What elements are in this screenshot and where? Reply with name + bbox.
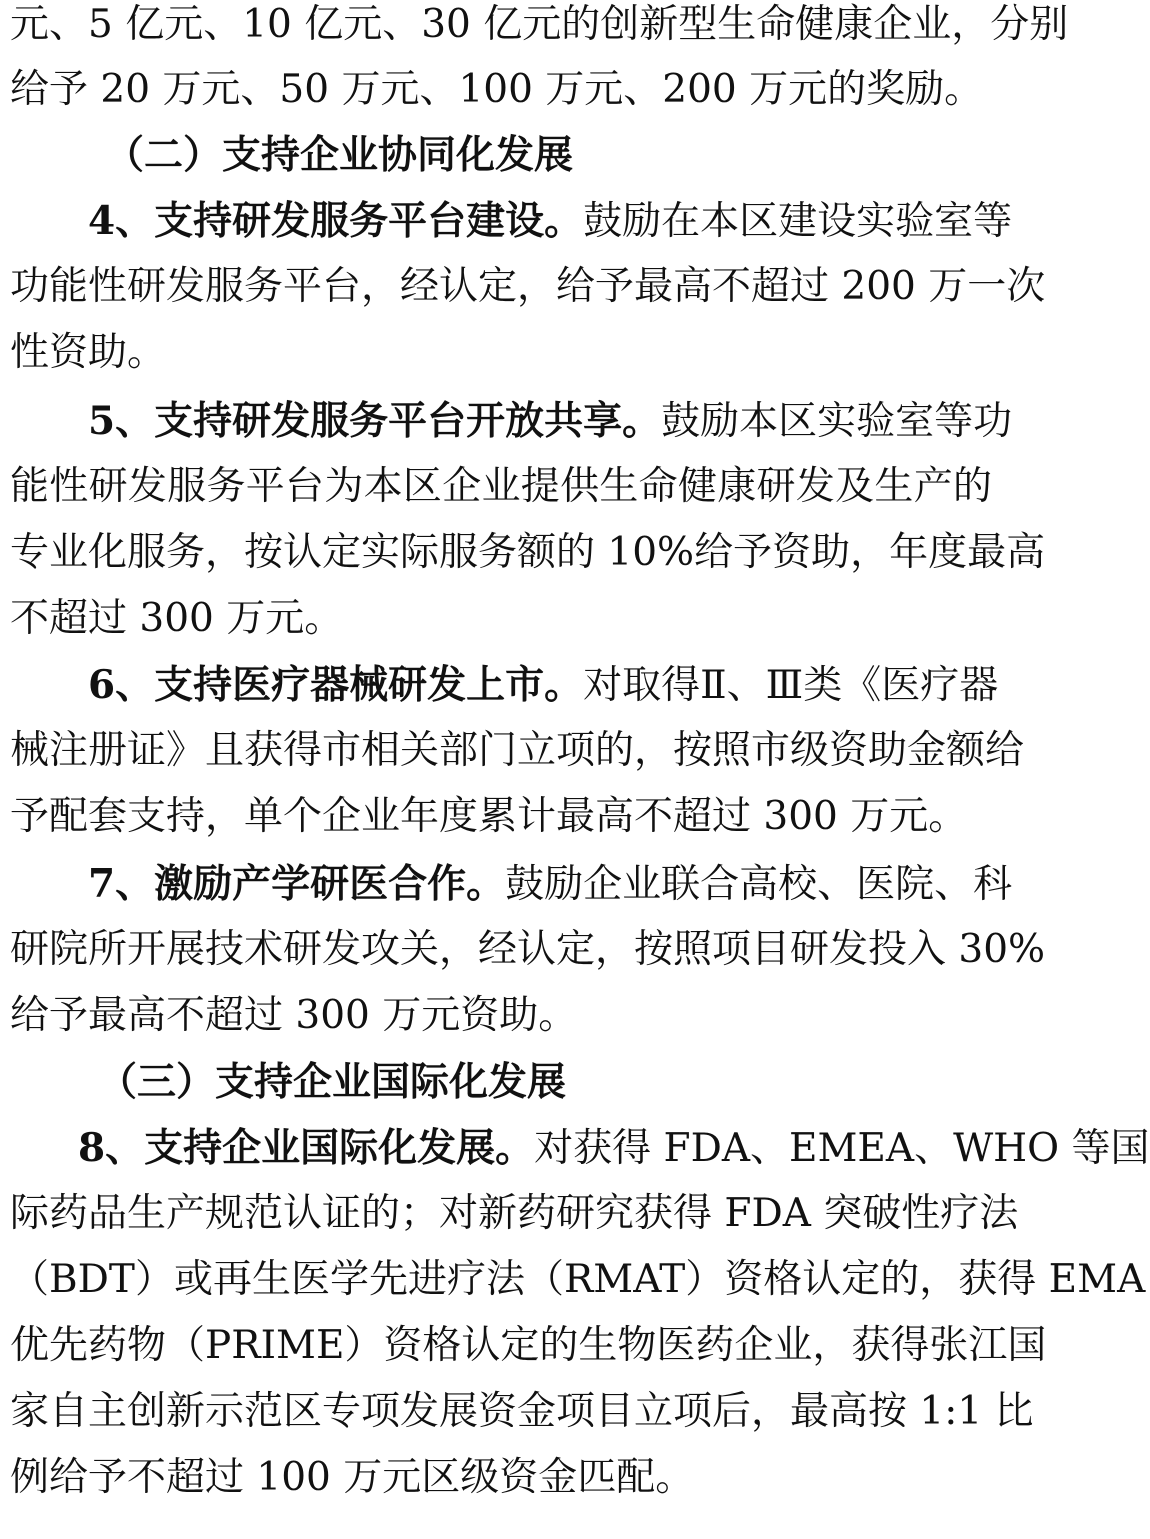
paragraph-text: 鼓励企业联合高校、医院、科 [505, 862, 1013, 907]
paragraph-line: 予配套支持，单个企业年度累计最高不超过 300 万元。 [10, 794, 968, 839]
paragraph-line: 能性研发服务平台为本区企业提供生命健康研发及生产的 [10, 464, 992, 509]
paragraph-line: 例给予不超过 100 万元区级资金匹配。 [10, 1455, 695, 1500]
section-heading-3: （三）支持企业国际化发展 [98, 1059, 567, 1105]
paragraph-text: 对获得 FDA、EMEA、WHO 等国 [534, 1126, 1150, 1171]
paragraph-lead: 5、支持研发服务平台开放共享。 [88, 398, 662, 444]
paragraph-lead: 8、支持企业国际化发展。 [78, 1125, 535, 1171]
paragraph-line: 功能性研发服务平台，经认定，给予最高不超过 200 万一次 [10, 264, 1046, 309]
paragraph-line: 专业化服务，按认定实际服务额的 10%给予资助，年度最高 [10, 530, 1046, 575]
paragraph-line: 不超过 300 万元。 [10, 596, 344, 641]
paragraph-line: （BDT）或再生医学先进疗法（RMAT）资格认定的，获得 EMA [10, 1257, 1146, 1302]
paragraph-line: 际药品生产规范认证的；对新药研究获得 FDA 突破性疗法 [10, 1191, 1019, 1236]
paragraph-line: 研院所开展技术研发攻关，经认定，按照项目研发投入 30% [10, 927, 1046, 972]
paragraph-lead: 6、支持医疗器械研发上市。 [88, 662, 584, 708]
section-heading-2: （二）支持企业协同化发展 [105, 132, 574, 178]
paragraph-line: 性资助。 [10, 330, 167, 375]
paragraph-first-line [0, 851, 1013, 917]
paragraph-text: 鼓励在本区建设实验室等 [583, 199, 1013, 244]
paragraph-line: 械注册证》且获得市相关部门立项的，按照市级资助金额给 [10, 728, 1025, 773]
paragraph-first-line [0, 188, 1013, 254]
paragraph-text: 对取得Ⅱ、Ⅲ类《医疗器 [583, 663, 999, 708]
paragraph-first-line [0, 1115, 1150, 1181]
paragraph-line: 元、5 亿元、10 亿元、30 亿元的创新型生命健康企业，分别 [10, 2, 1069, 47]
paragraph-first-line [0, 652, 1000, 718]
paragraph-line: 给予最高不超过 300 万元资助。 [10, 993, 578, 1038]
paragraph-lead: 4、支持研发服务平台建设。 [88, 198, 584, 244]
paragraph-text: 鼓励本区实验室等功 [661, 399, 1013, 444]
paragraph-first-line [0, 388, 1013, 454]
paragraph-line: 家自主创新示范区专项发展资金项目立项后，最高按 1:1 比 [10, 1389, 1034, 1434]
paragraph-lead: 7、激励产学研医合作。 [88, 861, 506, 907]
paragraph-line: 优先药物（PRIME）资格认定的生物医药企业，获得张江国 [10, 1323, 1047, 1368]
paragraph-line: 给予 20 万元、50 万元、100 万元、200 万元的奖励。 [10, 67, 984, 112]
